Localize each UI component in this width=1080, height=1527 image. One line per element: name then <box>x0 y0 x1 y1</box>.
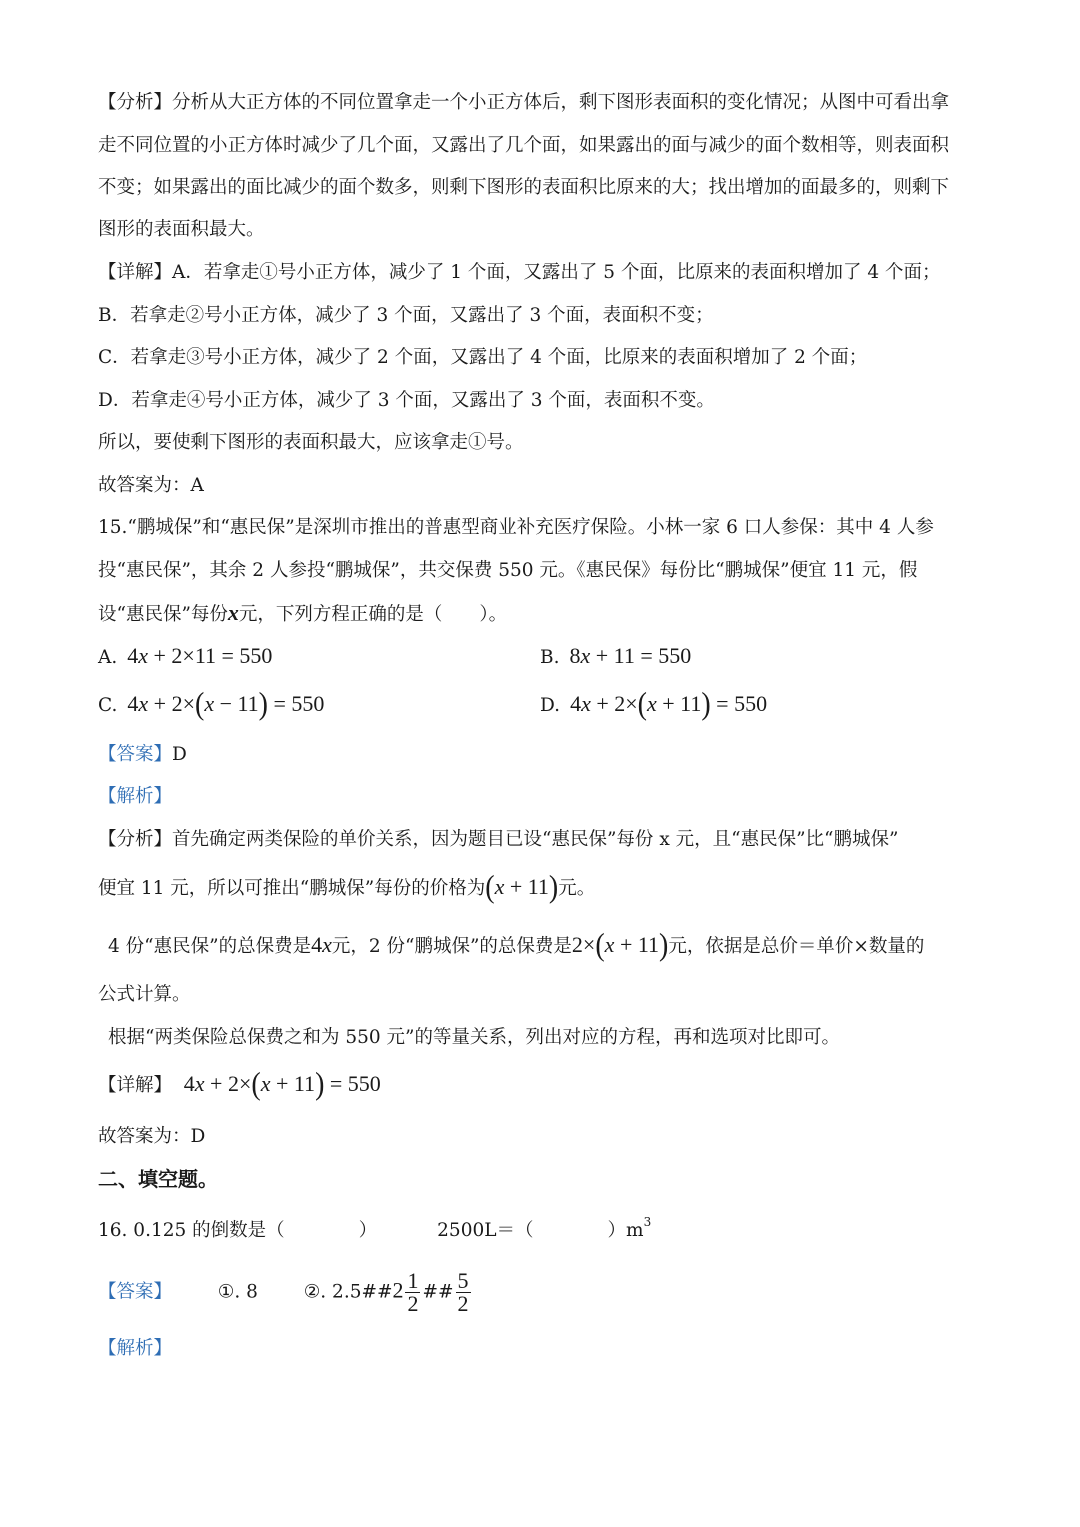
analysis-line-3: 不变；如果露出的面比减少的面个数多，则剩下图形的表面积比原来的大；找出增加的面最多的，则剩下 <box>98 177 950 198</box>
q15-jiexi-tag: 【解析】 <box>98 786 173 807</box>
q16-answer: 【答案】 ①. 8 ②. 2.5##2 $\frac{1}{2}$ ## $\frac{5}{2}$ <box>98 1268 469 1316</box>
option-a: A. 4x + 2×11 = 550 <box>98 643 273 668</box>
section-title: 二、填空题。 <box>98 1167 218 1191</box>
q15-line-2: 投“惠民保”，其余 2 人参投“鹏城保”，共交保费 550 元。《惠民保》每份比“鹏城保”便宜 11 元，假 <box>98 560 918 581</box>
detail-line-1: 【详解】A．若拿走①号小正方体，减少了 1 个面，又露出了 5 个面，比原来的表面积增加了 4 个面； <box>98 262 941 283</box>
fraction-five-halves: $\frac{5}{2}$ <box>457 1268 469 1316</box>
analysis15-line-4: 公式计算。 <box>98 984 191 1005</box>
q15-line-1: 15.“鹏城保”和“惠民保”是深圳市推出的普惠型商业补充医疗保险。小林一家 6 口人参保：其中 4 人参 <box>98 517 934 538</box>
analysis15-line-3: 4 份“惠民保”的总保费是4x元，2 份“鹏城保”的总保费是2×(x + 11)元，依据是总价＝单价×数量的 <box>108 927 925 964</box>
total-expression-2: 2×(x + 11) <box>571 927 669 964</box>
option-d-equation: 4x + 2×(x + 11) = 550 <box>570 686 768 723</box>
detail-conclusion: 所以，要使剩下图形的表面积最大，应该拿走①号。 <box>98 432 524 453</box>
option-c: C. 4x + 2×(x − 11) = 550 <box>98 686 325 723</box>
q15-line-3: 设“惠民保”每份x元，下列方程正确的是（ ）。 <box>98 600 508 625</box>
q16-jiexi-tag: 【解析】 <box>98 1338 173 1359</box>
total-expression-1: 4x <box>311 932 332 957</box>
q15-answer: 【答案】D <box>98 744 187 765</box>
analysis15-detail: 【详解】 4x + 2×(x + 11) = 550 <box>98 1066 381 1103</box>
analysis-line-4: 图形的表面积最大。 <box>98 219 265 240</box>
detail-tag: 【详解】 <box>98 262 173 283</box>
answer-tag: 【答案】 <box>98 1281 173 1303</box>
q16-line: 16. 0.125 的倒数是（ ） 2500L＝（ ）$m^3$ <box>98 1215 652 1241</box>
option-d: D. 4x + 2×(x + 11) = 550 <box>540 686 768 723</box>
option-c-equation: 4x + 2×(x − 11) = 550 <box>127 686 325 723</box>
analysis-line-1: 【分析】分析从大正方体的不同位置拿走一个小正方体后，剩下图形表面积的变化情况；从图中可看出拿 <box>98 92 950 113</box>
detail-line-d: D．若拿走④号小正方体，减少了 3 个面，又露出了 3 个面，表面积不变。 <box>98 390 715 411</box>
detail-answer: 故答案为：A <box>98 475 204 496</box>
detail-line-c: C．若拿走③号小正方体，减少了 2 个面，又露出了 4 个面，比原来的表面积增加了 2 个面； <box>98 347 868 368</box>
analysis15-line-1: 【分析】首先确定两类保险的单价关系，因为题目已设“惠民保”每份 x 元，且“惠民保”比“鹏城保” <box>98 829 899 850</box>
analysis-tag: 【分析】 <box>98 92 173 113</box>
option-b: B. 8x + 11 = 550 <box>540 643 692 668</box>
answer-tag: 【答案】 <box>98 744 173 765</box>
analysis15-line-5: 根据“两类保险总保费之和为 550 元”的等量关系，列出对应的方程，再和选项对比即可。 <box>108 1027 840 1048</box>
detail-equation: 4x + 2×(x + 11) = 550 <box>183 1066 381 1103</box>
analysis-line-2: 走不同位置的小正方体时减少了几个面，又露出了几个面，如果露出的面与减少的面个数相等，则表面积 <box>98 135 950 156</box>
price-expression: (x + 11) <box>485 869 559 906</box>
analysis15-final: 故答案为：D <box>98 1126 206 1147</box>
analysis15-line-2: 便宜 11 元，所以可推出“鹏城保”每份的价格为(x + 11)元。 <box>98 869 596 906</box>
fraction-one-half: $\frac{1}{2}$ <box>407 1268 419 1316</box>
option-a-equation: 4x + 2×11 = 550 <box>127 643 273 668</box>
detail-line-b: B．若拿走②号小正方体，减少了 3 个面，又露出了 3 个面，表面积不变； <box>98 305 714 326</box>
option-b-equation: 8x + 11 = 550 <box>569 643 692 668</box>
